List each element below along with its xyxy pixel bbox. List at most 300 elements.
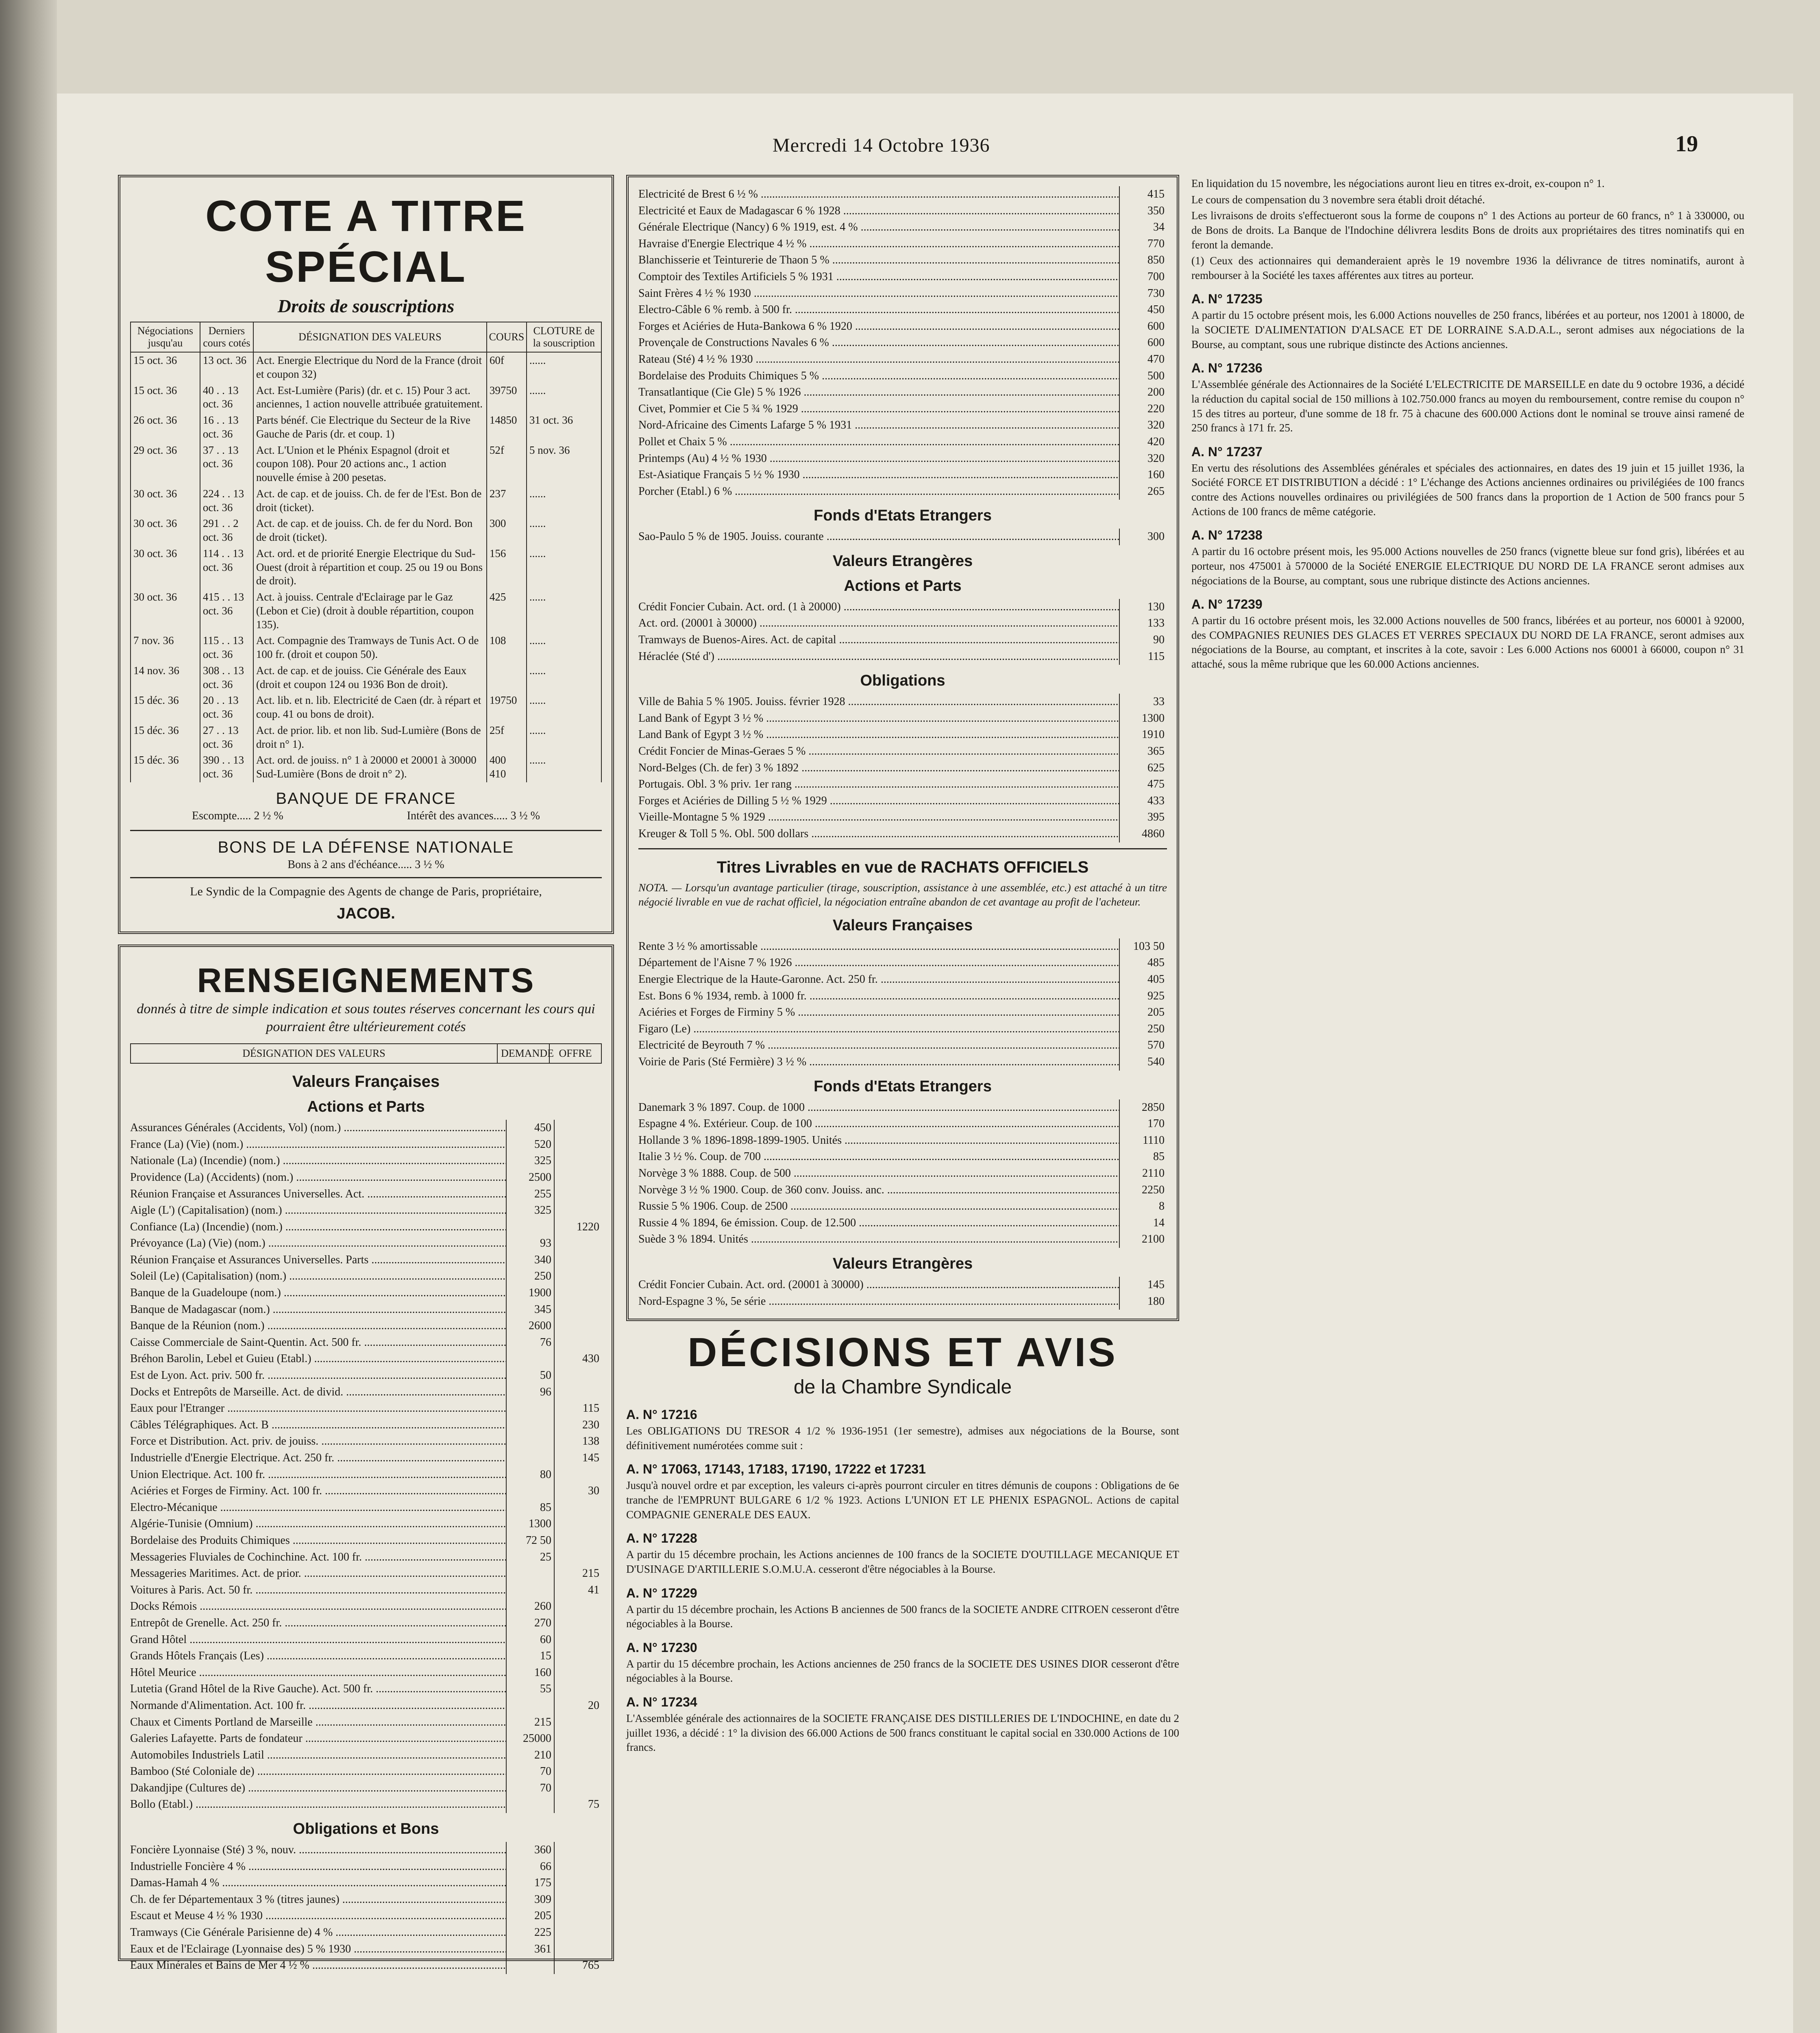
- value-offre: [554, 1908, 602, 1924]
- cote-cell-last: 20 . . 13 oct. 36: [200, 692, 253, 723]
- value-offre: [554, 1632, 602, 1648]
- list-row: [638, 1198, 1167, 1215]
- list-row: [638, 467, 1167, 483]
- value-offre: [554, 1532, 602, 1549]
- value-offre: [554, 1516, 602, 1532]
- cote-cell-desc: Act. Compagnie des Tramways de Tunis Act. O de 100 fr. (droit et coupon 50).: [253, 633, 487, 663]
- value-name: Norvège 3 ½ % 1900. Coup. de 360 conv. Jouiss. anc. .....: [638, 1182, 1119, 1199]
- actions-etr-list: [638, 599, 1167, 665]
- value-name: Havraise d'Energie Electrique 4 ½ % .....: [638, 236, 1119, 252]
- value-name: Kreuger & Toll 5 %. Obl. 500 dollars .....: [638, 826, 1119, 842]
- value-name: Réunion Française et Assurances Universelles. Act. .....: [130, 1186, 506, 1203]
- fonds-list: [638, 529, 1167, 545]
- value-name: Galeries Lafayette. Parts de fondateur .....: [130, 1730, 506, 1747]
- list-row: [130, 1285, 602, 1302]
- list-row: [638, 186, 1167, 203]
- cote-cell-cloture: ......: [527, 516, 601, 546]
- value-demande: [506, 1483, 554, 1500]
- value-cours: 405: [1119, 971, 1167, 988]
- value-name: Russie 5 % 1906. Coup. de 2500 .....: [638, 1198, 1119, 1215]
- cote-cell-desc: Parts bénéf. Cie Electrique du Secteur de la Rive Gauche de Paris (dr. et coup. 1): [253, 412, 487, 442]
- cote-subtitle: Droits de souscriptions: [277, 296, 455, 316]
- avances-rate: Intérêt des avances..... 3 ½ %: [407, 809, 540, 822]
- value-demande: 70: [506, 1780, 554, 1797]
- value-name: Assurances Générales (Accidents, Vol) (nom.) .....: [130, 1120, 506, 1136]
- value-offre: [554, 1859, 602, 1875]
- list-row: [130, 1136, 602, 1153]
- fonds-etats-heading: Fonds d'Etats Etrangers: [814, 507, 992, 525]
- value-demande: 2600: [506, 1318, 554, 1334]
- cote-cell-cloture: 5 nov. 36: [527, 442, 601, 486]
- list-row: [638, 649, 1167, 665]
- value-demande: 160: [506, 1665, 554, 1681]
- cote-cell-desc: Act. à jouiss. Centrale d'Eclairage par le Gaz (Lebon et Cie) (droit à double répartition, coupon 135).: [253, 589, 487, 633]
- cote-cell-desc: Act. de cap. et de jouiss. Cie Générale des Eaux (droit et coupon 124 ou 1936 Bon de droit).: [253, 663, 487, 693]
- avis-number: A. N° 17230: [626, 1640, 697, 1655]
- value-demande: [506, 1565, 554, 1582]
- cote-cell-desc: Act. lib. et n. lib. Electricité de Caen (dr. à répart et coup. 41 ou bons de droit).: [253, 692, 487, 723]
- list-row: [638, 1021, 1167, 1038]
- value-name: Provençale de Constructions Navales 6 % .....: [638, 335, 1119, 351]
- cote-cell-cloture: ......: [527, 546, 601, 589]
- ve2-list: [638, 1277, 1167, 1310]
- list-row: [130, 1252, 602, 1269]
- value-cours: 130: [1119, 599, 1167, 616]
- liquidation-paragraph: Le cours de compensation du 3 novembre sera établi droit détaché.: [1191, 193, 1485, 206]
- list-row: [130, 1235, 602, 1252]
- rachats-heading: Titres Livrables en vue de RACHATS OFFICIELS: [716, 858, 1089, 876]
- valeurs-etrangeres-heading: Valeurs Etrangères: [832, 552, 973, 570]
- cote-cell-cours: 425: [487, 589, 527, 633]
- avis-text: A partir du 16 octobre présent mois, les 95.000 Actions nouvelles de 250 francs (vignette bleue sur fond gris), libérées et au porteur, nos 475001 à 570000 de la Société ENERGIE ELECTRIQUE DU NORD DE LA FRANCE seront admises aux négociations de la Bourse, au comptant, sous une rubrique distincte des Actions anciennes.: [1191, 545, 1744, 587]
- value-demande: 210: [506, 1747, 554, 1764]
- cote-cell-cloture: ......: [527, 383, 601, 413]
- avis-number: A. N° 17063, 17143, 17183, 17190, 17222 et 17231: [626, 1462, 926, 1477]
- list-row: [638, 451, 1167, 467]
- value-demande: 50: [506, 1367, 554, 1384]
- value-name: Act. ord. (20001 à 30000) .....: [638, 615, 1119, 632]
- value-offre: [554, 1730, 602, 1747]
- list-row: [638, 599, 1167, 616]
- cote-cell-desc: Act. de cap. et de jouiss. Ch. de fer de l'Est. Bon de droit (ticket).: [253, 486, 487, 516]
- list-row: [638, 384, 1167, 401]
- value-offre: [554, 1384, 602, 1401]
- value-cours: 600: [1119, 318, 1167, 335]
- value-cours: 115: [1119, 649, 1167, 665]
- value-offre: [554, 1681, 602, 1698]
- cote-header-cell: CLOTURE de la souscription: [527, 322, 601, 352]
- souscriptions-table: [130, 322, 602, 782]
- value-name: Civet, Pommier et Cie 5 ¾ % 1929 .....: [638, 401, 1119, 418]
- cote-cell-desc: Act. ord. de jouiss. n° 1 à 20000 et 20001 à 30000 Sud-Lumière (Bons de droit n° 2).: [253, 752, 487, 782]
- list-row: [130, 1219, 602, 1236]
- value-name: Damas-Hamah 4 % .....: [130, 1875, 506, 1892]
- value-name: Tramways (Cie Générale Parisienne de) 4 % .....: [130, 1924, 506, 1941]
- value-demande: 225: [506, 1924, 554, 1941]
- cote-cell-date: 30 oct. 36: [131, 516, 200, 546]
- list-row: [638, 368, 1167, 385]
- value-offre: 41: [554, 1582, 602, 1599]
- value-name: Industrielle d'Energie Electrique. Act. 250 fr. .....: [130, 1450, 506, 1467]
- value-offre: 430: [554, 1351, 602, 1367]
- list-row: [638, 727, 1167, 743]
- value-demande: 1900: [506, 1285, 554, 1302]
- cote-cell-date: 26 oct. 36: [131, 412, 200, 442]
- value-name: Soleil (Le) (Capitalisation) (nom.) .....: [130, 1268, 506, 1285]
- cote-cell-cloture: 31 oct. 36: [527, 412, 601, 442]
- value-name: Docks et Entrepôts de Marseille. Act. de divid. .....: [130, 1384, 506, 1401]
- value-offre: 145: [554, 1450, 602, 1467]
- value-offre: 20: [554, 1698, 602, 1714]
- cote-cell-desc: Act. de cap. et de jouiss. Ch. de fer du Nord. Bon de droit (ticket).: [253, 516, 487, 546]
- value-name: Réunion Française et Assurances Universelles. Parts .....: [130, 1252, 506, 1269]
- value-name: Aciéries et Forges de Firminy 5 % .....: [638, 1004, 1119, 1021]
- value-name: Héraclée (Sté d') .....: [638, 649, 1119, 665]
- value-name: Est de Lyon. Act. priv. 500 fr. .....: [130, 1367, 506, 1384]
- value-demande: [506, 1450, 554, 1467]
- avis-number: A. N° 17228: [626, 1531, 697, 1546]
- value-name: Crédit Foncier Cubain. Act. ord. (20001 à 30000) .....: [638, 1277, 1119, 1293]
- cote-cell-cloture: ......: [527, 752, 601, 782]
- list-row: [638, 710, 1167, 727]
- value-demande: 270: [506, 1615, 554, 1632]
- cote-cell-date: 15 déc. 36: [131, 692, 200, 723]
- cote-cell-last: 308 . . 13 oct. 36: [200, 663, 253, 693]
- avis-text: A partir du 15 octobre présent mois, les 6.000 Actions nouvelles de 250 francs, libérées et au porteur, nos 12001 à 18000, de la SOCIETE D'ALIMENTATION D'ALSACE ET DE LORRAINE S.A.D.A.L., seront admises aux négociations de la Bourse, au comptant, sous une rubrique distincte des Actions anciennes.: [1191, 309, 1744, 350]
- cote-header-cell: DÉSIGNATION DES VALEURS: [253, 322, 487, 352]
- list-row: [638, 760, 1167, 777]
- value-cours: 2110: [1119, 1165, 1167, 1182]
- list-row: [638, 793, 1167, 810]
- list-row: [130, 1318, 602, 1334]
- value-demande: [506, 1219, 554, 1236]
- value-demande: 76: [506, 1334, 554, 1351]
- liquidation-notes: [1191, 176, 1744, 283]
- cote-cell-last: 115 . . 13 oct. 36: [200, 633, 253, 663]
- cote-row: [131, 633, 601, 663]
- value-demande: 60: [506, 1632, 554, 1648]
- value-demande: 260: [506, 1598, 554, 1615]
- value-name: Printemps (Au) 4 ½ % 1930 .....: [638, 451, 1119, 467]
- value-demande: [506, 1957, 554, 1974]
- value-name: Tramways de Buenos-Aires. Act. de capital .....: [638, 632, 1119, 649]
- cote-cell-date: 15 oct. 36: [131, 352, 200, 383]
- value-offre: 138: [554, 1433, 602, 1450]
- value-name: Générale Electrique (Nancy) 6 % 1919, est. 4 % .....: [638, 219, 1119, 236]
- list-row: [130, 1351, 602, 1367]
- value-cours: 320: [1119, 417, 1167, 434]
- value-name: Rateau (Sté) 4 ½ % 1930 .....: [638, 351, 1119, 368]
- value-offre: [554, 1268, 602, 1285]
- list-row: [638, 938, 1167, 955]
- value-cours: 415: [1119, 186, 1167, 203]
- value-demande: 345: [506, 1302, 554, 1318]
- value-cours: 200: [1119, 384, 1167, 401]
- renseignements-header-row: [130, 1043, 602, 1064]
- value-name: Eaux Minérales et Bains de Mer 4 ½ % .....: [130, 1957, 506, 1974]
- value-name: Messageries Maritimes. Act. de prior. .....: [130, 1565, 506, 1582]
- value-demande: 96: [506, 1384, 554, 1401]
- value-name: Grands Hôtels Français (Les) .....: [130, 1648, 506, 1665]
- value-name: Danemark 3 % 1897. Coup. de 1000 .....: [638, 1099, 1119, 1116]
- value-name: Bollo (Etabl.) .....: [130, 1796, 506, 1813]
- list-row: [638, 1165, 1167, 1182]
- value-demande: 215: [506, 1714, 554, 1731]
- list-row: [638, 302, 1167, 318]
- list-row: [638, 351, 1167, 368]
- value-name: Sao-Paulo 5 % de 1905. Jouiss. courante .....: [638, 529, 1119, 545]
- list-row: [638, 988, 1167, 1005]
- value-name: Eaux pour l'Etranger .....: [130, 1400, 506, 1417]
- value-offre: [554, 1169, 602, 1186]
- value-name: Nord-Espagne 3 %, 5e série .....: [638, 1293, 1119, 1310]
- list-row: [638, 1099, 1167, 1116]
- list-row: [638, 615, 1167, 632]
- cote-cell-cours: 156: [487, 546, 527, 589]
- value-name: Crédit Foncier Cubain. Act. ord. (1 à 20000) .....: [638, 599, 1119, 616]
- value-offre: [554, 1875, 602, 1892]
- cote-cell-last: 291 . . 2 oct. 36: [200, 516, 253, 546]
- header-offre: OFFRE: [549, 1044, 601, 1063]
- cote-cell-last: 37 . . 13 oct. 36: [200, 442, 253, 486]
- list-row: [130, 1908, 602, 1924]
- cote-row: [131, 752, 601, 782]
- cote-cell-cours: 400 410: [487, 752, 527, 782]
- cote-cell-desc: Act. L'Union et le Phénix Espagnol (droit et coupon 108). Pour 20 actions anc., 1 action nouvelle émise à 200 pesetas.: [253, 442, 487, 486]
- value-offre: [554, 1285, 602, 1302]
- cote-cell-date: 30 oct. 36: [131, 589, 200, 633]
- cote-row: [131, 663, 601, 693]
- value-name: Confiance (La) (Incendie) (nom.) .....: [130, 1219, 506, 1236]
- value-cours: 220: [1119, 401, 1167, 418]
- list-row: [130, 1450, 602, 1467]
- value-demande: 25000: [506, 1730, 554, 1747]
- list-row: [130, 1483, 602, 1500]
- syndic-line: Le Syndic de la Compagnie des Agents de change de Paris, propriétaire,: [190, 884, 542, 898]
- value-offre: [554, 1153, 602, 1169]
- value-offre: [554, 1648, 602, 1665]
- value-offre: [554, 1302, 602, 1318]
- list-row: [130, 1875, 602, 1892]
- cote-row: [131, 352, 601, 383]
- list-row: [638, 1054, 1167, 1071]
- value-name: Pollet et Chaix 5 % .....: [638, 434, 1119, 451]
- value-offre: [554, 1714, 602, 1731]
- obligations-etr-heading: Obligations: [860, 672, 945, 690]
- value-name: Foncière Lyonnaise (Sté) 3 %, nouv. .....: [130, 1842, 506, 1859]
- cote-row: [131, 442, 601, 486]
- value-demande: 325: [506, 1153, 554, 1169]
- value-offre: [554, 1549, 602, 1566]
- value-offre: [554, 1136, 602, 1153]
- list-row: [638, 1215, 1167, 1232]
- cote-cell-cours: 39750: [487, 383, 527, 413]
- avis-text: En vertu des résolutions des Assemblées générales et spéciales des actionnaires, en dates des 19 juin et 15 juillet 1936, la Société FORCE ET DISTRIBUTION a décidé : 1° L'échange des Actions anciennes ordinaires ou privilégiées de 100 francs contre des Actions nouvelles ordinaires ou privilégiées de 500 francs dans la proportion de 1 Action de 500 francs pour 5 Actions de 100 francs de même catégorie.: [1191, 461, 1744, 518]
- value-cours: 205: [1119, 1004, 1167, 1021]
- value-name: Ch. de fer Départementaux 3 % (titres jaunes) .....: [130, 1892, 506, 1908]
- list-row: [638, 483, 1167, 500]
- list-row: [638, 743, 1167, 760]
- value-name: Force et Distribution. Act. priv. de jouiss. .....: [130, 1433, 506, 1450]
- value-demande: [506, 1400, 554, 1417]
- value-name: Land Bank of Egypt 3 ½ % .....: [638, 710, 1119, 727]
- value-name: Banque de la Guadeloupe (nom.) .....: [130, 1285, 506, 1302]
- value-offre: 1220: [554, 1219, 602, 1236]
- value-cours: 320: [1119, 451, 1167, 467]
- value-name: Bamboo (Sté Coloniale de) .....: [130, 1763, 506, 1780]
- list-row: [130, 1153, 602, 1169]
- value-cours: 475: [1119, 776, 1167, 793]
- list-row: [130, 1892, 602, 1908]
- cote-row: [131, 516, 601, 546]
- value-offre: [554, 1598, 602, 1615]
- list-row: [638, 1182, 1167, 1199]
- column-right: [1191, 175, 1744, 673]
- value-offre: [554, 1924, 602, 1941]
- avis-text: Les OBLIGATIONS DU TRESOR 4 1/2 % 1936-1951 (1er semestre), admises aux négociations de la Bourse, sont définitivement numérotées comme suit :: [626, 1425, 1179, 1452]
- list-row: [130, 1400, 602, 1417]
- list-row: [638, 826, 1167, 842]
- list-row: [638, 809, 1167, 826]
- value-name: Electricité et Eaux de Madagascar 6 % 1928 .....: [638, 203, 1119, 220]
- cote-header-cell: Derniers cours cotés: [200, 322, 253, 352]
- avis-list-right: [1191, 292, 1744, 671]
- value-name: Rente 3 ½ % amortissable .....: [638, 938, 1119, 955]
- value-name: Grand Hôtel .....: [130, 1632, 506, 1648]
- value-name: Algérie-Tunisie (Omnium) .....: [130, 1516, 506, 1532]
- list-row: [130, 1632, 602, 1648]
- list-row: [130, 1433, 602, 1450]
- cote-cell-date: 29 oct. 36: [131, 442, 200, 486]
- value-cours: 133: [1119, 615, 1167, 632]
- value-demande: [506, 1796, 554, 1813]
- list-row: [638, 335, 1167, 351]
- value-demande: 175: [506, 1875, 554, 1892]
- value-cours: 570: [1119, 1037, 1167, 1054]
- value-offre: [554, 1747, 602, 1764]
- cote-cell-cours: 19750: [487, 692, 527, 723]
- value-demande: [506, 1698, 554, 1714]
- list-row: [130, 1780, 602, 1797]
- value-demande: [506, 1351, 554, 1367]
- list-row: [130, 1714, 602, 1731]
- cote-cell-cloture: ......: [527, 352, 601, 383]
- list-row: [638, 401, 1167, 418]
- list-row: [130, 1500, 602, 1516]
- value-demande: 360: [506, 1842, 554, 1859]
- value-cours: 33: [1119, 694, 1167, 710]
- value-demande: 255: [506, 1186, 554, 1203]
- value-name: Nord-Africaine des Ciments Lafarge 5 % 1931 .....: [638, 417, 1119, 434]
- value-name: Docks Rémois .....: [130, 1598, 506, 1615]
- cote-cell-date: 15 déc. 36: [131, 752, 200, 782]
- cote-cell-cours: [487, 663, 527, 693]
- avis-number: A. N° 17239: [1191, 597, 1263, 612]
- list-row: [638, 269, 1167, 285]
- value-cours: 145: [1119, 1277, 1167, 1293]
- list-row: [130, 1842, 602, 1859]
- list-row: [638, 1004, 1167, 1021]
- cote-cell-desc: Act. de prior. lib. et non lib. Sud-Lumière (Bons de droit n° 1).: [253, 723, 487, 753]
- value-cours: 700: [1119, 269, 1167, 285]
- value-cours: 395: [1119, 809, 1167, 826]
- cote-a-titre-special-box: [118, 175, 614, 934]
- list-row: [638, 776, 1167, 793]
- value-cours: 170: [1119, 1116, 1167, 1132]
- list-row: [638, 236, 1167, 252]
- value-name: Electricité de Brest 6 ½ % .....: [638, 186, 1119, 203]
- value-demande: 250: [506, 1268, 554, 1285]
- avis-number: A. N° 17234: [626, 1695, 697, 1709]
- cote-cell-cloture: ......: [527, 663, 601, 693]
- cote-title: COTE A TITRE SPÉCIAL: [205, 191, 527, 291]
- cote-cell-date: 15 oct. 36: [131, 383, 200, 413]
- list-row: [130, 1924, 602, 1941]
- value-cours: 470: [1119, 351, 1167, 368]
- list-row: [638, 955, 1167, 971]
- list-row: [130, 1120, 602, 1136]
- value-name: Eaux et de l'Eclairage (Lyonnaise des) 5 % 1930 .....: [130, 1941, 506, 1958]
- value-name: Blanchisserie et Teinturerie de Thaon 5 % .....: [638, 252, 1119, 269]
- actions-parts-heading: Actions et Parts: [307, 1098, 425, 1116]
- list-row: [130, 1582, 602, 1599]
- value-name: Union Electrique. Act. 100 fr. .....: [130, 1467, 506, 1483]
- avis-text: A partir du 15 décembre prochain, les Actions anciennes de 250 francs de la SOCIETE DES USINES DIOR cesseront d'être négociables à la Bourse.: [626, 1657, 1179, 1685]
- list-row: [130, 1763, 602, 1780]
- value-offre: [554, 1467, 602, 1483]
- value-name: Electro-Câble 6 % remb. à 500 fr. .....: [638, 302, 1119, 318]
- column-middle: [626, 175, 1179, 1757]
- cote-row: [131, 486, 601, 516]
- list-row: [638, 252, 1167, 269]
- header-designation: DÉSIGNATION DES VALEURS: [242, 1047, 385, 1060]
- valeurs-francaises-heading: Valeurs Françaises: [292, 1073, 440, 1091]
- avis-number: A. N° 17235: [1191, 292, 1263, 307]
- value-offre: [554, 1334, 602, 1351]
- list-row: [638, 1132, 1167, 1149]
- cote-cell-cloture: ......: [527, 723, 601, 753]
- avis-text: A partir du 15 décembre prochain, les Actions B anciennes de 500 francs de la SOCIETE ANDRE CITROEN cesseront d'être négociables à la Bourse.: [626, 1603, 1179, 1630]
- value-cours: 2100: [1119, 1231, 1167, 1248]
- cote-cell-desc: Act. Est-Lumière (Paris) (dr. et c. 15) Pour 3 act. anciennes, 1 action nouvelle attribuée gratuitement.: [253, 383, 487, 413]
- value-name: Land Bank of Egypt 3 ½ % .....: [638, 727, 1119, 743]
- list-row: [130, 1859, 602, 1875]
- list-row: [638, 417, 1167, 434]
- list-row: [638, 203, 1167, 220]
- avis-number: A. N° 17237: [1191, 444, 1263, 459]
- list-row: [638, 285, 1167, 302]
- running-header-date: Mercredi 14 Octobre 1936: [773, 135, 990, 156]
- value-cours: 770: [1119, 236, 1167, 252]
- value-cours: 160: [1119, 467, 1167, 483]
- value-cours: 433: [1119, 793, 1167, 810]
- value-cours: 600: [1119, 335, 1167, 351]
- value-offre: [554, 1842, 602, 1859]
- cote-cell-desc: Act. Energie Electrique du Nord de la France (droit et coupon 32): [253, 352, 487, 383]
- value-name: Banque de Madagascar (nom.) .....: [130, 1302, 506, 1318]
- list-row: [638, 694, 1167, 710]
- list-row: [130, 1681, 602, 1698]
- ve2-heading: Valeurs Etrangères: [832, 1255, 973, 1272]
- value-cours: 90: [1119, 632, 1167, 649]
- fonds2-heading: Fonds d'Etats Etrangers: [814, 1077, 992, 1095]
- value-demande: 325: [506, 1202, 554, 1219]
- value-cours: 8: [1119, 1198, 1167, 1215]
- cote-cell-date: 14 nov. 36: [131, 663, 200, 693]
- signature-jacob: JACOB.: [337, 905, 395, 922]
- cote-header-cell: COURS: [487, 322, 527, 352]
- value-cours: 540: [1119, 1054, 1167, 1071]
